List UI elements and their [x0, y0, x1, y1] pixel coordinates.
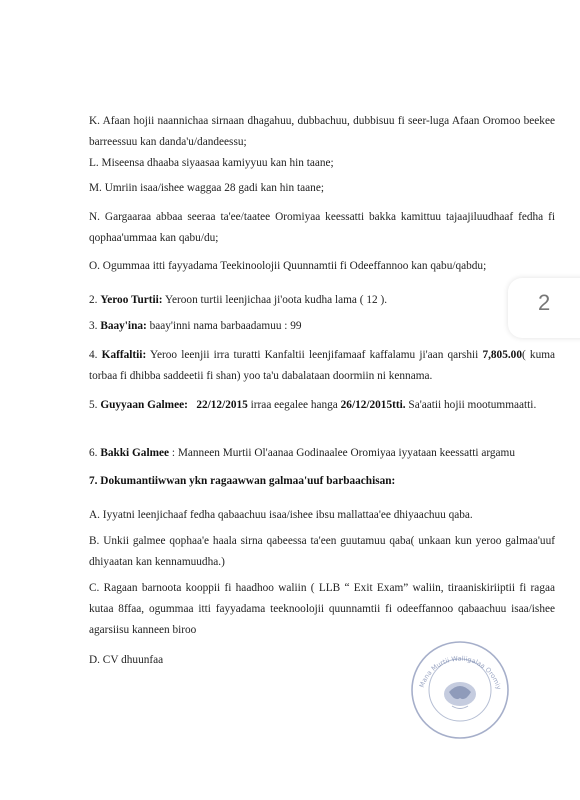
svg-text:Mana Murtii Waliigalaa Oromiya: [405, 632, 503, 691]
document-c: C. Ragaan barnoota kooppii fi haadhoo waliin ( LLB “ Exit Exam” waliin, tiraaniskiriiptii fi ragaa kutaa 8ffaa, ogummaa itti fayyadama teeknoolojii quunnamtii fi odeeffannoo qabaachuu isaa/ishee agarsiisu kanneen biroo: [89, 582, 555, 636]
official-stamp-icon: [405, 632, 515, 742]
stamp-text: Mana Murtii Waliigalaa Oromiy: [417, 654, 503, 691]
section-documents-heading: 7. Dokumantiiwwan ykn ragaawwan galmaa'uuf barbaachisan:: [89, 475, 396, 487]
section-duration: 2. Yeroo Turtii: Yeroon turtii leenjichaa ji'oota kudha lama ( 12 ).: [89, 294, 388, 306]
document-a: A. Iyyatni leenjichaaf fedha qabaachuu isaa/ishee ibsu mallattaa'ee dhiyaachuu qaba.: [89, 509, 473, 521]
section-payment: 4. Kaffaltii: Yeroo leenjii irra turatti Kanfaltii leenjifamaaf kaffalamu ji'aan qarshii 7,805.00( kuma torbaa fi dhibba saddeetii fi shan) yoo ta'u dabalataan doormiin ni kennama.: [89, 349, 556, 382]
document-d: D. CV dhuunfaa: [89, 654, 164, 666]
requirement-k: K. Afaan hojii naannichaa sirnaan dhagahuu, dubbachuu, dubbisuu fi seer-luga Afaan Oromoo beekee barreessuu kan danda'u/dandeessu;: [89, 115, 555, 148]
page-number: 2: [538, 290, 551, 315]
requirement-l: L. Miseensa dhaaba siyaasaa kamiyyuu kan hin taane;: [89, 157, 334, 169]
document-b: B. Unkii galmee qophaa'e haala sirna qabeessa ta'een guutamuu qaba( unkaan kun yeroo galmaa'uuf dhiyaatan kan kennamuudha.): [89, 535, 555, 568]
requirement-o: O. Ogummaa itti fayyadama Teekinoolojii Quunnamtii fi Odeeffannoo kan qabu/qabdu;: [89, 260, 487, 272]
section-registration-place: 6. Bakki Galmee : Manneen Murtii Ol'aanaa Godinaalee Oromiyaa iyyataan keessatti argamu: [89, 447, 515, 459]
section-quantity: 3. Baay'ina: baay'inni nama barbaadamuu : 99: [89, 320, 302, 332]
requirement-m: M. Umriin isaa/ishee waggaa 28 gadi kan hin taane;: [89, 182, 324, 194]
section-registration-date: 5. Guyyaan Galmee: 22/12/2015 irraa eegalee hanga 26/12/2015tti. Sa'aatii hojii mootummaatti.: [89, 399, 537, 411]
requirement-n: N. Gargaaraa abbaa seeraa ta'ee/taatee Oromiyaa keessatti bakka kamittuu tajaajiluudhaaf fedha fi qophaa'ummaa kan qabu/du;: [89, 211, 555, 244]
